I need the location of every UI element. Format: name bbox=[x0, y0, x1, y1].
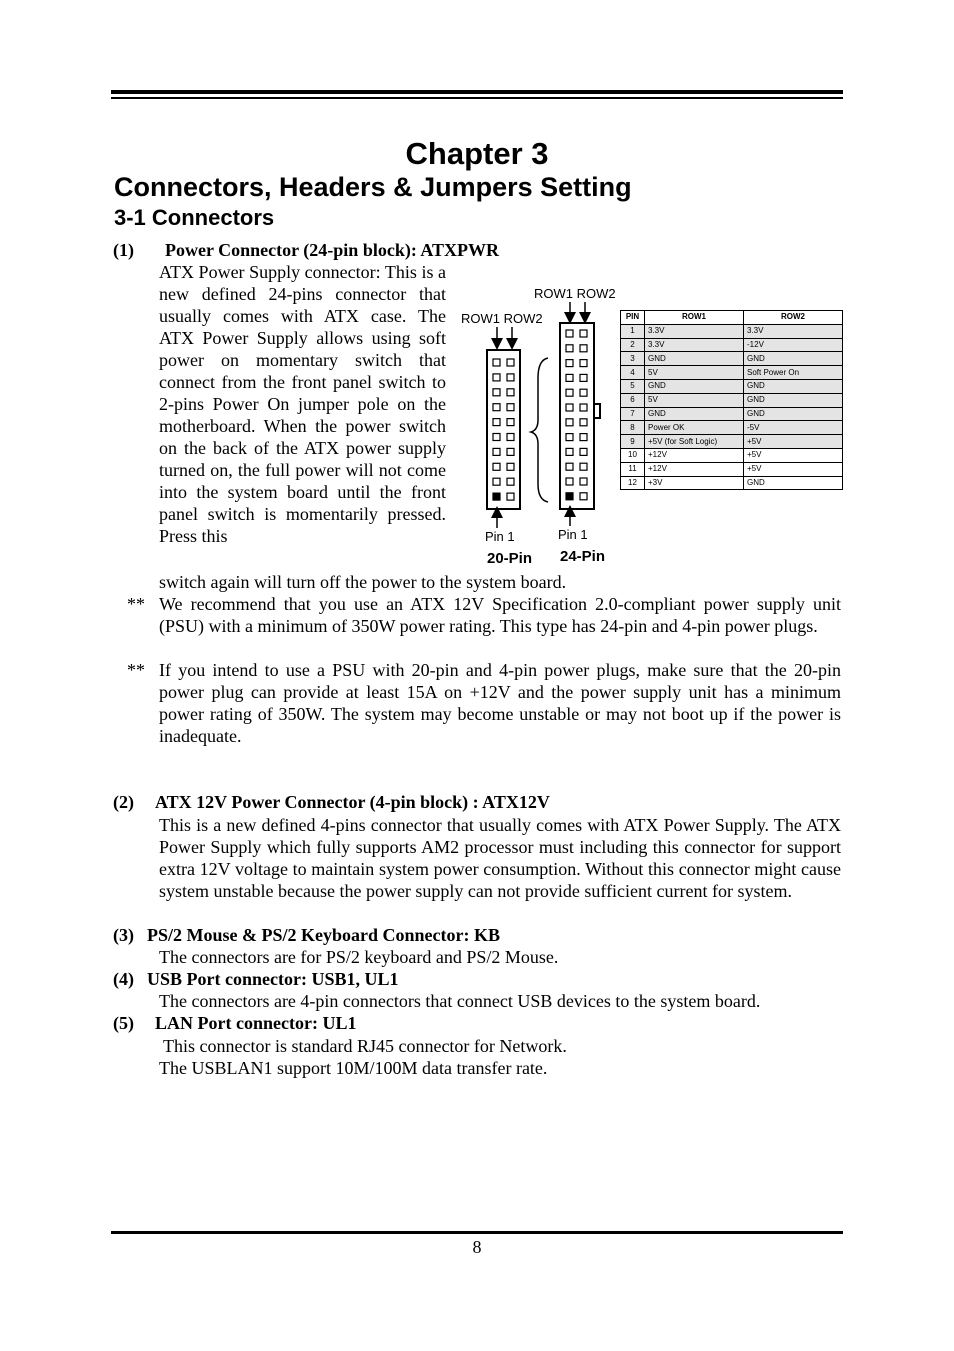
table-cell: GND bbox=[744, 407, 843, 421]
table-header: PIN bbox=[621, 311, 645, 325]
table-cell: 10 bbox=[621, 448, 645, 462]
item-2-body: This is a new defined 4-pins connector that usually comes with ATX Power Supply. The ATX Power Supply which fully supports AM2 processor must including this connector for support extra 12V voltage to maintain system power consumption. Without this connector might cause system unstable because the power supply can not provide sufficient current for system. bbox=[159, 815, 841, 901]
pin-square bbox=[580, 404, 587, 411]
table-cell: +5V bbox=[744, 435, 843, 449]
table-row bbox=[621, 448, 843, 462]
table-cell: GND bbox=[645, 407, 744, 421]
pin-square bbox=[493, 359, 500, 366]
pin-square bbox=[493, 448, 500, 455]
pin-square bbox=[580, 389, 587, 396]
item-3-title: PS/2 Mouse & PS/2 Keyboard Connector: KB bbox=[147, 925, 500, 945]
table-cell: 11 bbox=[621, 462, 645, 476]
item-2-heading bbox=[113, 792, 550, 813]
row-labels-20: ROW1 ROW2 bbox=[461, 311, 543, 326]
item-4-body: The connectors are 4-pin connectors that connect USB devices to the system board. bbox=[159, 991, 761, 1011]
table-cell: GND bbox=[645, 379, 744, 393]
pin-square bbox=[507, 493, 514, 500]
chapter-label: Chapter 3 bbox=[405, 136, 549, 171]
pin-square bbox=[566, 434, 573, 441]
table-header-row bbox=[621, 311, 843, 325]
pin-square bbox=[566, 389, 573, 396]
item-5-body-2: The USBLAN1 support 10M/100M data transfer rate. bbox=[159, 1058, 548, 1078]
table-row bbox=[621, 366, 843, 380]
pin-square bbox=[580, 419, 587, 426]
pin-square bbox=[493, 389, 500, 396]
pin-square bbox=[580, 493, 587, 500]
pin-square bbox=[580, 360, 587, 367]
table-row bbox=[621, 476, 843, 490]
pin-1-square bbox=[493, 493, 500, 500]
pin-square bbox=[493, 419, 500, 426]
table-row bbox=[621, 352, 843, 366]
table-header: ROW2 bbox=[744, 311, 843, 325]
table-cell: -5V bbox=[744, 421, 843, 435]
table-cell: 5V bbox=[645, 366, 744, 380]
pin-square bbox=[580, 434, 587, 441]
item-1-body-tail: switch again will turn off the power to the system board. bbox=[159, 572, 567, 592]
table-cell: 4 bbox=[621, 366, 645, 380]
table-cell: +5V bbox=[744, 448, 843, 462]
pin-square bbox=[507, 389, 514, 396]
pin-square bbox=[566, 448, 573, 455]
note-2-text: If you intend to use a PSU with 20-pin and 4-pin power plugs, make sure that the 20-pin power plug can provide at least 15A on +12V and the power supply unit has a minimum power rating of 350W. The system may become unstable or may not boot up if the power is inadequate. bbox=[159, 660, 841, 746]
item-5-number: (5) bbox=[113, 1013, 134, 1033]
pin-square bbox=[507, 463, 514, 470]
table-cell: Soft Power On bbox=[744, 366, 843, 380]
footer-rule bbox=[111, 1231, 843, 1234]
table-cell: 12 bbox=[621, 476, 645, 490]
pin-square bbox=[580, 330, 587, 337]
table-cell: GND bbox=[744, 393, 843, 407]
table-cell: GND bbox=[744, 379, 843, 393]
table-row bbox=[621, 338, 843, 352]
table-row bbox=[621, 324, 843, 338]
item-2-number: (2) bbox=[113, 792, 134, 812]
table-cell: 7 bbox=[621, 407, 645, 421]
pin-square bbox=[507, 404, 514, 411]
pin-square bbox=[566, 374, 573, 381]
table-cell: 3.3V bbox=[645, 324, 744, 338]
pin-square bbox=[507, 419, 514, 426]
pin-square bbox=[566, 478, 573, 485]
table-row bbox=[621, 407, 843, 421]
pin-square bbox=[507, 359, 514, 366]
table-cell: GND bbox=[645, 352, 744, 366]
pin-square bbox=[493, 404, 500, 411]
connector-20-body bbox=[487, 350, 520, 509]
note-1-text: We recommend that you use an ATX 12V Specification 2.0-compliant power supply unit (PSU) with a minimum of 350W power rating. This type has 24-pin and 4-pin power plugs. bbox=[159, 594, 841, 636]
table-cell: 8 bbox=[621, 421, 645, 435]
item-3-heading bbox=[113, 925, 500, 946]
pin-square bbox=[507, 374, 514, 381]
pin-square bbox=[566, 463, 573, 470]
table-header: ROW1 bbox=[645, 311, 744, 325]
pin-square bbox=[580, 345, 587, 352]
pin-1-square bbox=[566, 493, 573, 500]
item-3-number: (3) bbox=[113, 925, 134, 945]
table-cell: +12V bbox=[645, 462, 744, 476]
table-cell: +3V bbox=[645, 476, 744, 490]
table-cell: 5V bbox=[645, 393, 744, 407]
table-row bbox=[621, 393, 843, 407]
table-row bbox=[621, 435, 843, 449]
item-5-title: LAN Port connector: UL1 bbox=[155, 1013, 357, 1033]
note-2-marker: ** bbox=[127, 660, 145, 680]
table-row bbox=[621, 462, 843, 476]
pin-square bbox=[580, 448, 587, 455]
pin-assignment-table bbox=[620, 310, 843, 490]
item-2-title: ATX 12V Power Connector (4-pin block) : ATX12V bbox=[155, 792, 550, 812]
pin-square bbox=[507, 478, 514, 485]
pin-square bbox=[566, 404, 573, 411]
item-3-body: The connectors are for PS/2 keyboard and PS/2 Mouse. bbox=[159, 947, 559, 967]
item-1-body: ATX Power Supply connector: This is a new defined 24-pins connector that usually comes with ATX case. The ATX Power Supply allows using soft power on momentary switch that connect from the front panel switch to 2-pins Power On jumper pole on the motherboard. When the power switch on the back of the ATX power supply turned on, the full power will not come into the system board until the front panel switch is momentarily pressed. Press this bbox=[159, 262, 446, 546]
table-cell: +5V bbox=[744, 462, 843, 476]
pin-square bbox=[493, 374, 500, 381]
item-5-body: This connector is standard RJ45 connector for Network. bbox=[163, 1036, 567, 1056]
name-20-pin: 20-Pin bbox=[487, 550, 533, 567]
item-4-heading bbox=[113, 969, 398, 990]
section-title: 3-1 Connectors bbox=[114, 205, 275, 230]
connector-24-body bbox=[560, 323, 594, 509]
name-24-pin: 24-Pin bbox=[560, 548, 606, 565]
table-cell: 5 bbox=[621, 379, 645, 393]
table-cell: 3.3V bbox=[645, 338, 744, 352]
table-cell: 9 bbox=[621, 435, 645, 449]
pin-square bbox=[507, 434, 514, 441]
pin1-label-20: Pin 1 bbox=[485, 529, 515, 544]
page-number: 8 bbox=[472, 1237, 482, 1257]
table-cell: GND bbox=[744, 476, 843, 490]
item-1-title: Power Connector (24-pin block): ATXPWR bbox=[165, 240, 499, 260]
table-cell: 3 bbox=[621, 352, 645, 366]
item-1-number: (1) bbox=[113, 240, 134, 260]
pin-square bbox=[580, 463, 587, 470]
pin-square bbox=[493, 463, 500, 470]
chapter-title: Connectors, Headers & Jumpers Setting bbox=[114, 172, 632, 202]
table-cell: 2 bbox=[621, 338, 645, 352]
table-cell: 6 bbox=[621, 393, 645, 407]
pin-square bbox=[507, 448, 514, 455]
pin1-label-24: Pin 1 bbox=[558, 527, 588, 542]
pin-square bbox=[566, 330, 573, 337]
table-cell: 1 bbox=[621, 324, 645, 338]
note-1-marker: ** bbox=[127, 594, 145, 614]
pin-square bbox=[580, 374, 587, 381]
table-row bbox=[621, 421, 843, 435]
table-cell: GND bbox=[744, 352, 843, 366]
table-cell: -12V bbox=[744, 338, 843, 352]
pin-square bbox=[493, 434, 500, 441]
item-4-title: USB Port connector: USB1, UL1 bbox=[147, 969, 399, 989]
table-row bbox=[621, 379, 843, 393]
item-5-heading bbox=[113, 1013, 356, 1034]
connector-24-latch bbox=[594, 404, 600, 418]
pin-square bbox=[566, 419, 573, 426]
pin-square bbox=[580, 478, 587, 485]
pin-square bbox=[566, 345, 573, 352]
row-labels-24: ROW1 ROW2 bbox=[534, 286, 616, 301]
pin-square bbox=[566, 360, 573, 367]
table-cell: +5V (for Soft Logic) bbox=[645, 435, 744, 449]
table-cell: 3.3V bbox=[744, 324, 843, 338]
brace bbox=[531, 358, 548, 502]
pin-square bbox=[493, 478, 500, 485]
item-4-number: (4) bbox=[113, 969, 134, 989]
table-cell: Power OK bbox=[645, 421, 744, 435]
table-cell: +12V bbox=[645, 448, 744, 462]
